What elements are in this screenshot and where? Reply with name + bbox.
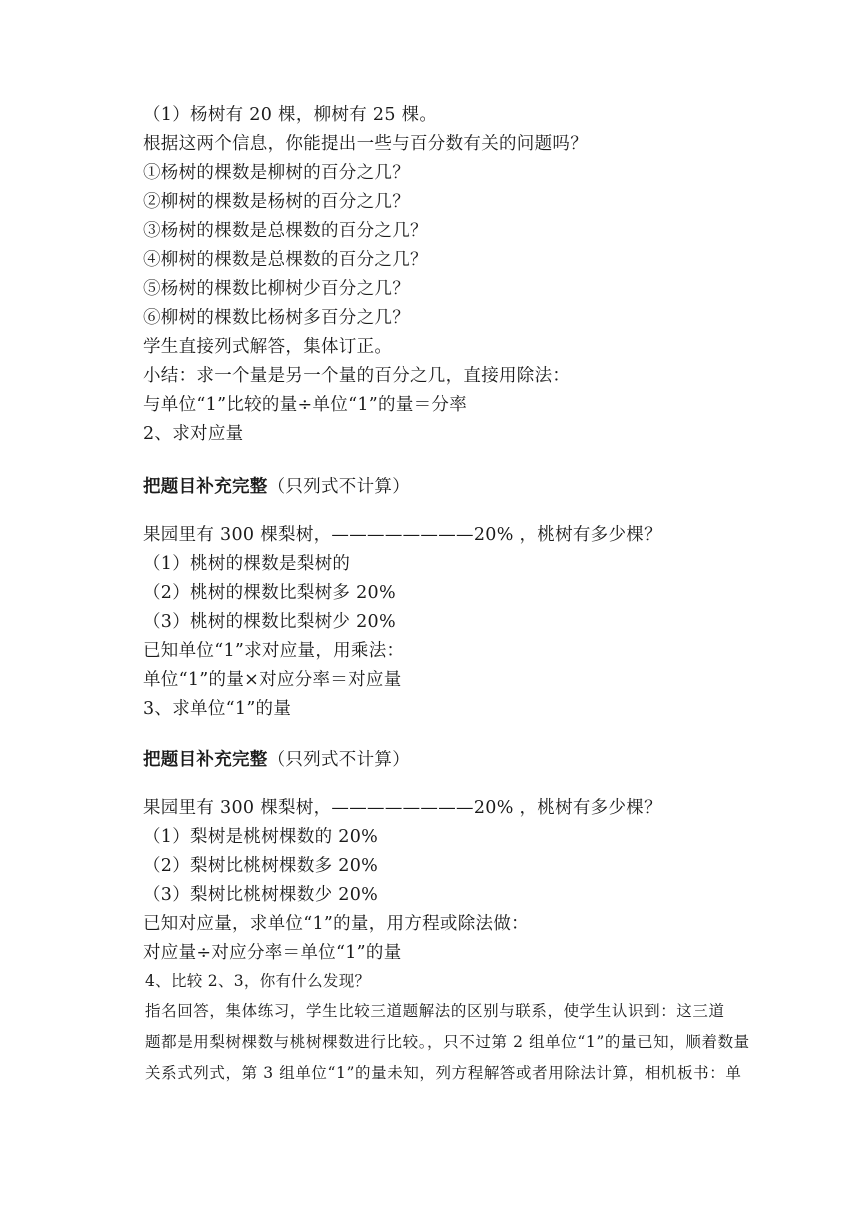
section4-title: 4、比较 2、3，你有什么发现？	[145, 972, 371, 990]
question-1: ①杨树的棵数是柳树的百分之几？	[143, 163, 410, 183]
section3-item-3: （3）梨树比桃树棵数少 20%	[143, 885, 379, 905]
instruction-bold: 把题目补充完整	[143, 750, 268, 770]
section2-item-1: （1）桃树的棵数是梨树的	[143, 554, 351, 574]
question-5: ⑤杨树的棵数比柳树少百分之几？	[143, 279, 410, 299]
section3-instruction	[143, 747, 410, 773]
question-6: ⑥柳树的棵数比杨树多百分之几？	[143, 308, 410, 328]
question-2: ②柳树的棵数是杨树的百分之几？	[143, 192, 410, 212]
paragraph-line: 题都是用梨树棵数与桃树棵数进行比较。，只不过第 2 组单位“1”的量已知，顺着数量	[145, 1033, 750, 1051]
paragraph-line: 指名回答，集体练习，学生比较三道题解法的区别与联系，使学生认识到：这三道	[145, 1002, 725, 1020]
instruction-rest: （只列式不计算）	[267, 750, 411, 770]
instruction-bold: 把题目补充完整	[143, 477, 268, 497]
section2-instruction	[143, 474, 410, 500]
text-line: 根据这两个信息，你能提出一些与百分数有关的问题吗？	[143, 134, 588, 154]
section3-problem: 果园里有 300 棵梨树，————————20% ，桃树有多少棵？	[143, 798, 662, 818]
text-line: （1）杨树有 20 棵，柳树有 25 棵。	[143, 105, 438, 125]
instruction-rest: （只列式不计算）	[267, 477, 411, 497]
summary-line: 小结：求一个量是另一个量的百分之几，直接用除法：	[143, 366, 571, 386]
section3-formula: 对应量÷对应分率＝单位“1”的量	[143, 943, 402, 963]
section2-rule: 已知单位“1”求对应量，用乘法：	[143, 641, 405, 661]
section-heading: 3、求单位“1”的量	[143, 699, 292, 719]
section2-item-2: （2）桃树的棵数比梨树多 20%	[143, 583, 396, 603]
question-4: ④柳树的棵数是总棵数的百分之几？	[143, 250, 428, 270]
paragraph-line: 关系式列式，第 3 组单位“1”的量未知，列方程解答或者用除法计算，相机板书：单	[145, 1064, 742, 1082]
section2-problem: 果园里有 300 棵梨树，————————20% ，桃树有多少棵？	[143, 525, 662, 545]
section-heading: 2、求对应量	[143, 424, 244, 444]
section2-formula: 单位“1”的量×对应分率＝对应量	[143, 670, 402, 690]
section3-item-1: （1）梨树是桃树棵数的 20%	[143, 827, 379, 847]
section3-item-2: （2）梨树比桃树棵数多 20%	[143, 856, 379, 876]
text-line: 学生直接列式解答，集体订正。	[143, 337, 393, 357]
section2-item-3: （3）桃树的棵数比梨树少 20%	[143, 612, 396, 632]
section3-rule: 已知对应量，求单位“1”的量，用方程或除法做：	[143, 914, 529, 934]
formula-line: 与单位“1”比较的量÷单位“1”的量＝分率	[143, 395, 468, 415]
question-3: ③杨树的棵数是总棵数的百分之几？	[143, 221, 428, 241]
